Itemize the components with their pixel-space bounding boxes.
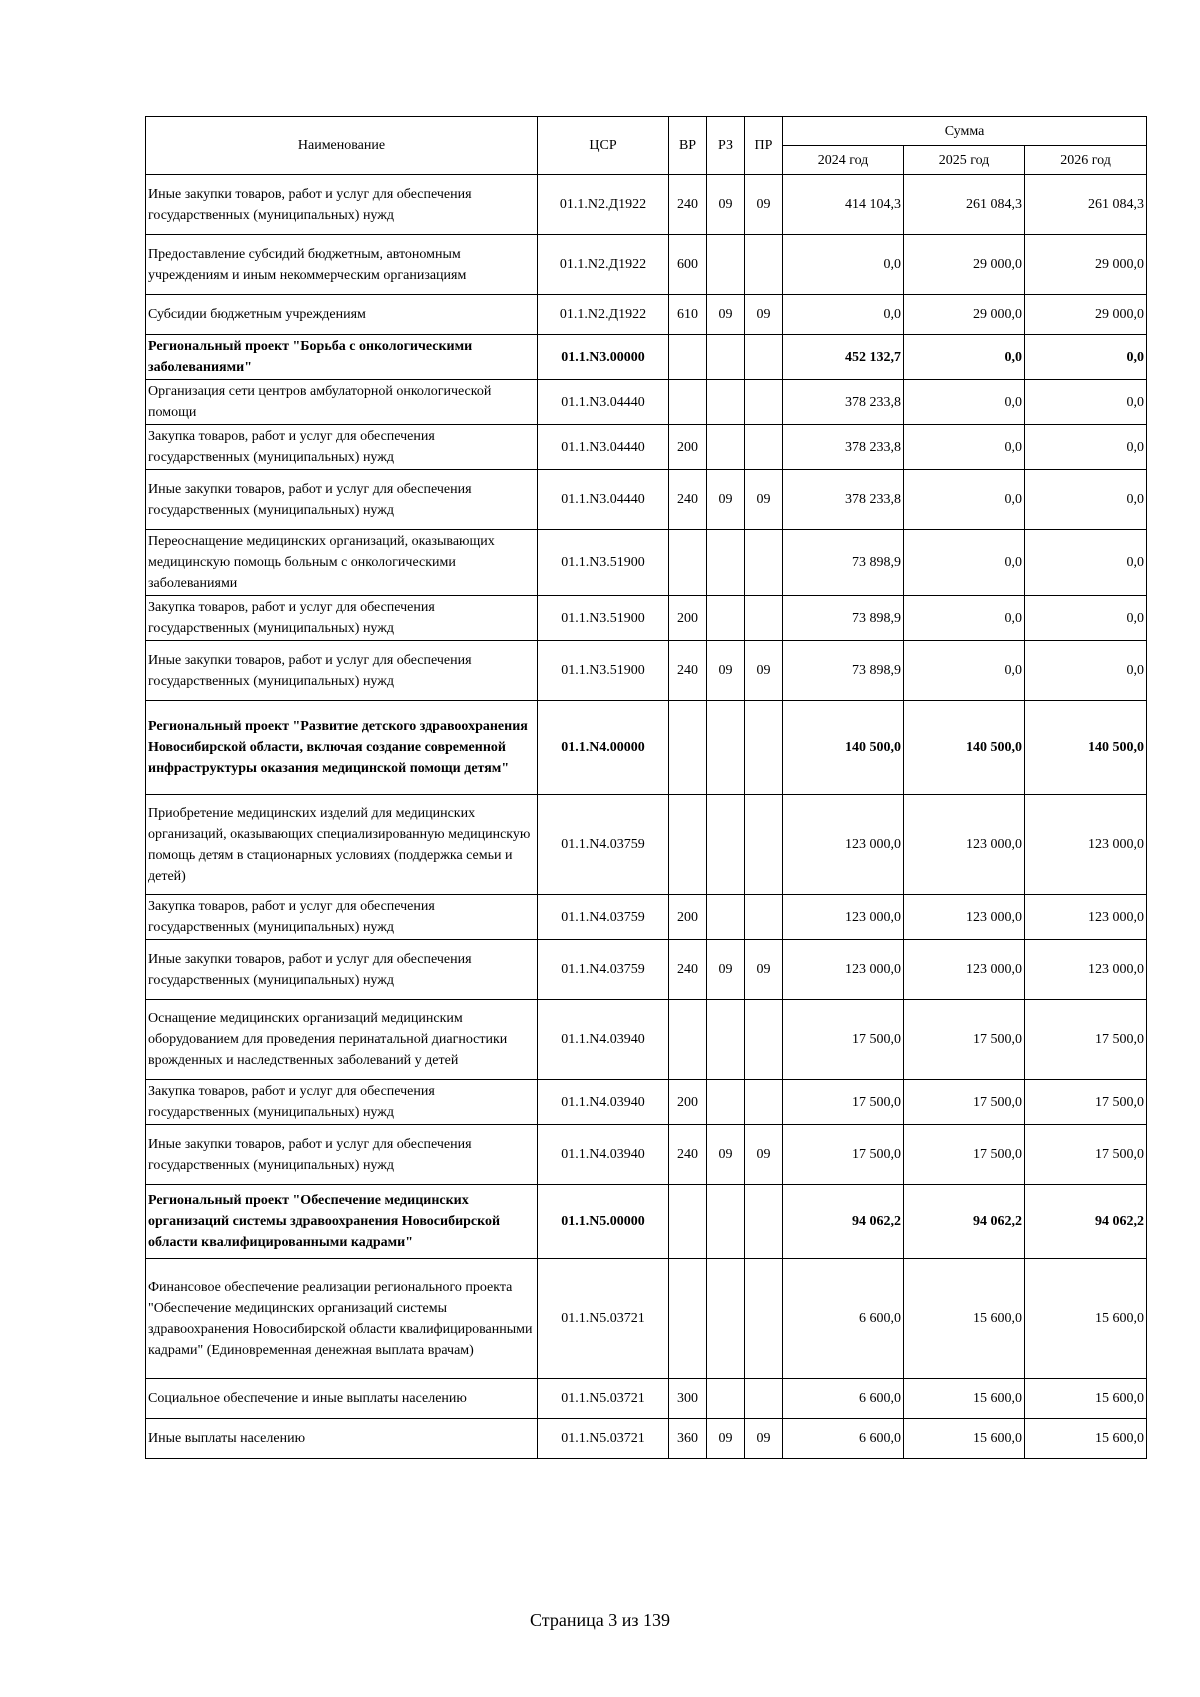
cell-sum-2026: 17 500,0 [1025,1125,1147,1185]
cell-sum-2025: 123 000,0 [904,940,1025,1000]
cell-name: Иные закупки товаров, работ и услуг для обеспечения государственных (муниципальных) нужд [146,1125,538,1185]
cell-sum-2026: 15 600,0 [1025,1259,1147,1379]
cell-pr [745,895,783,940]
cell-vr: 240 [669,470,707,530]
cell-vr: 240 [669,940,707,1000]
cell-vr: 200 [669,1080,707,1125]
header-year-2024: 2024 год [783,146,904,175]
table-row [146,641,1147,701]
cell-sum-2025: 0,0 [904,641,1025,701]
table-row [146,380,1147,425]
header-pr: ПР [745,117,783,175]
table-body [146,175,1147,1459]
table-header [146,117,1147,175]
cell-pr: 09 [745,1125,783,1185]
cell-sum-2025: 29 000,0 [904,295,1025,335]
table-row [146,335,1147,380]
budget-table [145,116,1147,1459]
cell-sum-2024: 123 000,0 [783,795,904,895]
table-row [146,895,1147,940]
cell-rz: 09 [707,175,745,235]
cell-sum-2024: 378 233,8 [783,380,904,425]
cell-name: Региональный проект "Борьба с онкологическими заболеваниями" [146,335,538,380]
cell-vr: 360 [669,1419,707,1459]
header-rz: РЗ [707,117,745,175]
cell-csr: 01.1.N2.Д1922 [538,295,669,335]
cell-pr [745,425,783,470]
cell-vr: 600 [669,235,707,295]
cell-rz: 09 [707,940,745,1000]
cell-pr [745,1000,783,1080]
cell-sum-2024: 140 500,0 [783,701,904,795]
table-row [146,940,1147,1000]
cell-sum-2026: 17 500,0 [1025,1080,1147,1125]
cell-sum-2025: 15 600,0 [904,1259,1025,1379]
cell-name: Иные закупки товаров, работ и услуг для обеспечения государственных (муниципальных) нужд [146,175,538,235]
cell-sum-2026: 0,0 [1025,641,1147,701]
cell-rz: 09 [707,1125,745,1185]
cell-sum-2025: 0,0 [904,380,1025,425]
table-row [146,795,1147,895]
cell-sum-2025: 15 600,0 [904,1419,1025,1459]
cell-csr: 01.1.N3.04440 [538,470,669,530]
cell-rz [707,1000,745,1080]
cell-csr: 01.1.N4.03940 [538,1080,669,1125]
cell-sum-2026: 0,0 [1025,380,1147,425]
cell-name: Субсидии бюджетным учреждениям [146,295,538,335]
header-year-2026: 2026 год [1025,146,1147,175]
cell-sum-2024: 6 600,0 [783,1379,904,1419]
cell-vr [669,380,707,425]
cell-name: Оснащение медицинских организаций медицинским оборудованием для проведения перинатальной диагностики врожденных и наследственных заболеваний у детей [146,1000,538,1080]
table-row [146,175,1147,235]
table-row [146,530,1147,596]
cell-sum-2026: 123 000,0 [1025,795,1147,895]
cell-csr: 01.1.N4.00000 [538,701,669,795]
cell-vr: 200 [669,596,707,641]
cell-pr [745,1080,783,1125]
table-row [146,1259,1147,1379]
cell-sum-2024: 123 000,0 [783,895,904,940]
table-row [146,1125,1147,1185]
cell-sum-2025: 17 500,0 [904,1125,1025,1185]
cell-pr [745,1185,783,1259]
cell-sum-2025: 94 062,2 [904,1185,1025,1259]
cell-sum-2026: 29 000,0 [1025,235,1147,295]
cell-sum-2024: 123 000,0 [783,940,904,1000]
cell-csr: 01.1.N2.Д1922 [538,175,669,235]
table-row [146,425,1147,470]
cell-sum-2024: 73 898,9 [783,596,904,641]
cell-pr [745,596,783,641]
cell-pr [745,335,783,380]
table-row [146,1185,1147,1259]
cell-pr: 09 [745,1419,783,1459]
cell-name: Региональный проект "Обеспечение медицинских организаций системы здравоохранения Новосибирской области квалифицированными кадрами" [146,1185,538,1259]
cell-name: Предоставление субсидий бюджетным, автономным учреждениям и иным некоммерческим организациям [146,235,538,295]
cell-rz [707,335,745,380]
cell-sum-2024: 17 500,0 [783,1000,904,1080]
cell-rz [707,795,745,895]
cell-vr [669,335,707,380]
cell-pr: 09 [745,175,783,235]
cell-name: Закупка товаров, работ и услуг для обеспечения государственных (муниципальных) нужд [146,425,538,470]
cell-vr: 200 [669,425,707,470]
cell-sum-2025: 17 500,0 [904,1000,1025,1080]
cell-sum-2024: 414 104,3 [783,175,904,235]
cell-csr: 01.1.N5.00000 [538,1185,669,1259]
cell-sum-2025: 123 000,0 [904,895,1025,940]
table-row [146,1379,1147,1419]
page-number: Страница 3 из 139 [530,1610,670,1630]
cell-sum-2024: 452 132,7 [783,335,904,380]
cell-rz [707,425,745,470]
cell-sum-2026: 15 600,0 [1025,1379,1147,1419]
cell-pr [745,530,783,596]
cell-rz [707,895,745,940]
cell-csr: 01.1.N3.51900 [538,530,669,596]
cell-vr [669,530,707,596]
cell-name: Закупка товаров, работ и услуг для обеспечения государственных (муниципальных) нужд [146,596,538,641]
cell-name: Региональный проект "Развитие детского здравоохранения Новосибирской области, включая создание современной инфраструктуры оказания медицинской помощи детям" [146,701,538,795]
cell-sum-2025: 123 000,0 [904,795,1025,895]
header-name: Наименование [146,117,538,175]
cell-vr: 300 [669,1379,707,1419]
cell-sum-2026: 15 600,0 [1025,1419,1147,1459]
cell-sum-2026: 261 084,3 [1025,175,1147,235]
cell-name: Иные закупки товаров, работ и услуг для обеспечения государственных (муниципальных) нужд [146,641,538,701]
cell-pr [745,380,783,425]
cell-sum-2025: 0,0 [904,470,1025,530]
table-row [146,470,1147,530]
cell-rz [707,1080,745,1125]
table-row [146,1000,1147,1080]
cell-sum-2025: 140 500,0 [904,701,1025,795]
cell-vr: 240 [669,1125,707,1185]
cell-csr: 01.1.N4.03759 [538,940,669,1000]
cell-sum-2026: 123 000,0 [1025,940,1147,1000]
cell-name: Организация сети центров амбулаторной онкологической помощи [146,380,538,425]
cell-vr [669,795,707,895]
table-row [146,701,1147,795]
cell-sum-2025: 261 084,3 [904,175,1025,235]
table-row [146,235,1147,295]
cell-csr: 01.1.N4.03940 [538,1125,669,1185]
cell-sum-2024: 94 062,2 [783,1185,904,1259]
cell-sum-2026: 0,0 [1025,530,1147,596]
cell-pr: 09 [745,641,783,701]
cell-sum-2026: 140 500,0 [1025,701,1147,795]
cell-name: Переоснащение медицинских организаций, оказывающих медицинскую помощь больным с онкологическими заболеваниями [146,530,538,596]
cell-pr [745,235,783,295]
cell-pr [745,1379,783,1419]
cell-sum-2026: 0,0 [1025,596,1147,641]
cell-vr: 610 [669,295,707,335]
cell-rz [707,235,745,295]
cell-rz [707,1185,745,1259]
cell-rz [707,380,745,425]
header-vr: ВР [669,117,707,175]
cell-name: Закупка товаров, работ и услуг для обеспечения государственных (муниципальных) нужд [146,895,538,940]
cell-name: Иные выплаты населению [146,1419,538,1459]
table-row [146,1419,1147,1459]
cell-pr: 09 [745,940,783,1000]
cell-rz [707,530,745,596]
header-sum: Сумма [783,117,1147,146]
cell-rz: 09 [707,295,745,335]
header-year-2025: 2025 год [904,146,1025,175]
cell-rz: 09 [707,1419,745,1459]
cell-csr: 01.1.N4.03940 [538,1000,669,1080]
cell-csr: 01.1.N4.03759 [538,795,669,895]
cell-rz: 09 [707,470,745,530]
cell-sum-2026: 0,0 [1025,470,1147,530]
cell-name: Финансовое обеспечение реализации регионального проекта "Обеспечение медицинских организаций системы здравоохранения Новосибирской области квалифицированными кадрами" (Единовременная денежная выплата врачам) [146,1259,538,1379]
cell-sum-2024: 6 600,0 [783,1259,904,1379]
cell-sum-2025: 0,0 [904,530,1025,596]
cell-csr: 01.1.N5.03721 [538,1419,669,1459]
cell-csr: 01.1.N3.51900 [538,596,669,641]
cell-csr: 01.1.N3.51900 [538,641,669,701]
cell-csr: 01.1.N5.03721 [538,1259,669,1379]
cell-sum-2026: 29 000,0 [1025,295,1147,335]
cell-name: Приобретение медицинских изделий для медицинских организаций, оказывающих специализированную медицинскую помощь детям в стационарных условиях (поддержка семьи и детей) [146,795,538,895]
cell-name: Социальное обеспечение и иные выплаты населению [146,1379,538,1419]
cell-rz [707,1259,745,1379]
cell-name: Иные закупки товаров, работ и услуг для обеспечения государственных (муниципальных) нужд [146,940,538,1000]
cell-csr: 01.1.N3.04440 [538,380,669,425]
cell-csr: 01.1.N2.Д1922 [538,235,669,295]
cell-rz: 09 [707,641,745,701]
cell-sum-2026: 0,0 [1025,335,1147,380]
cell-sum-2024: 73 898,9 [783,530,904,596]
cell-vr: 240 [669,641,707,701]
cell-sum-2026: 123 000,0 [1025,895,1147,940]
cell-sum-2026: 17 500,0 [1025,1000,1147,1080]
cell-sum-2024: 6 600,0 [783,1419,904,1459]
cell-sum-2025: 29 000,0 [904,235,1025,295]
cell-sum-2024: 0,0 [783,235,904,295]
cell-rz [707,701,745,795]
cell-sum-2025: 0,0 [904,596,1025,641]
cell-name: Закупка товаров, работ и услуг для обеспечения государственных (муниципальных) нужд [146,1080,538,1125]
cell-csr: 01.1.N3.00000 [538,335,669,380]
cell-csr: 01.1.N5.03721 [538,1379,669,1419]
cell-sum-2026: 94 062,2 [1025,1185,1147,1259]
cell-csr: 01.1.N3.04440 [538,425,669,470]
cell-vr [669,1185,707,1259]
cell-sum-2025: 17 500,0 [904,1080,1025,1125]
cell-rz [707,1379,745,1419]
table-row [146,295,1147,335]
table-row [146,1080,1147,1125]
cell-vr [669,1000,707,1080]
cell-name: Иные закупки товаров, работ и услуг для обеспечения государственных (муниципальных) нужд [146,470,538,530]
cell-vr: 240 [669,175,707,235]
cell-pr [745,795,783,895]
cell-sum-2025: 0,0 [904,335,1025,380]
cell-sum-2025: 0,0 [904,425,1025,470]
cell-pr [745,1259,783,1379]
cell-vr [669,1259,707,1379]
cell-vr [669,701,707,795]
cell-sum-2024: 0,0 [783,295,904,335]
cell-rz [707,596,745,641]
header-csr: ЦСР [538,117,669,175]
cell-pr [745,701,783,795]
cell-csr: 01.1.N4.03759 [538,895,669,940]
cell-sum-2024: 378 233,8 [783,470,904,530]
cell-sum-2024: 378 233,8 [783,425,904,470]
cell-vr: 200 [669,895,707,940]
cell-pr: 09 [745,470,783,530]
cell-pr: 09 [745,295,783,335]
cell-sum-2024: 73 898,9 [783,641,904,701]
table-row [146,596,1147,641]
cell-sum-2025: 15 600,0 [904,1379,1025,1419]
cell-sum-2024: 17 500,0 [783,1125,904,1185]
cell-sum-2026: 0,0 [1025,425,1147,470]
cell-sum-2024: 17 500,0 [783,1080,904,1125]
